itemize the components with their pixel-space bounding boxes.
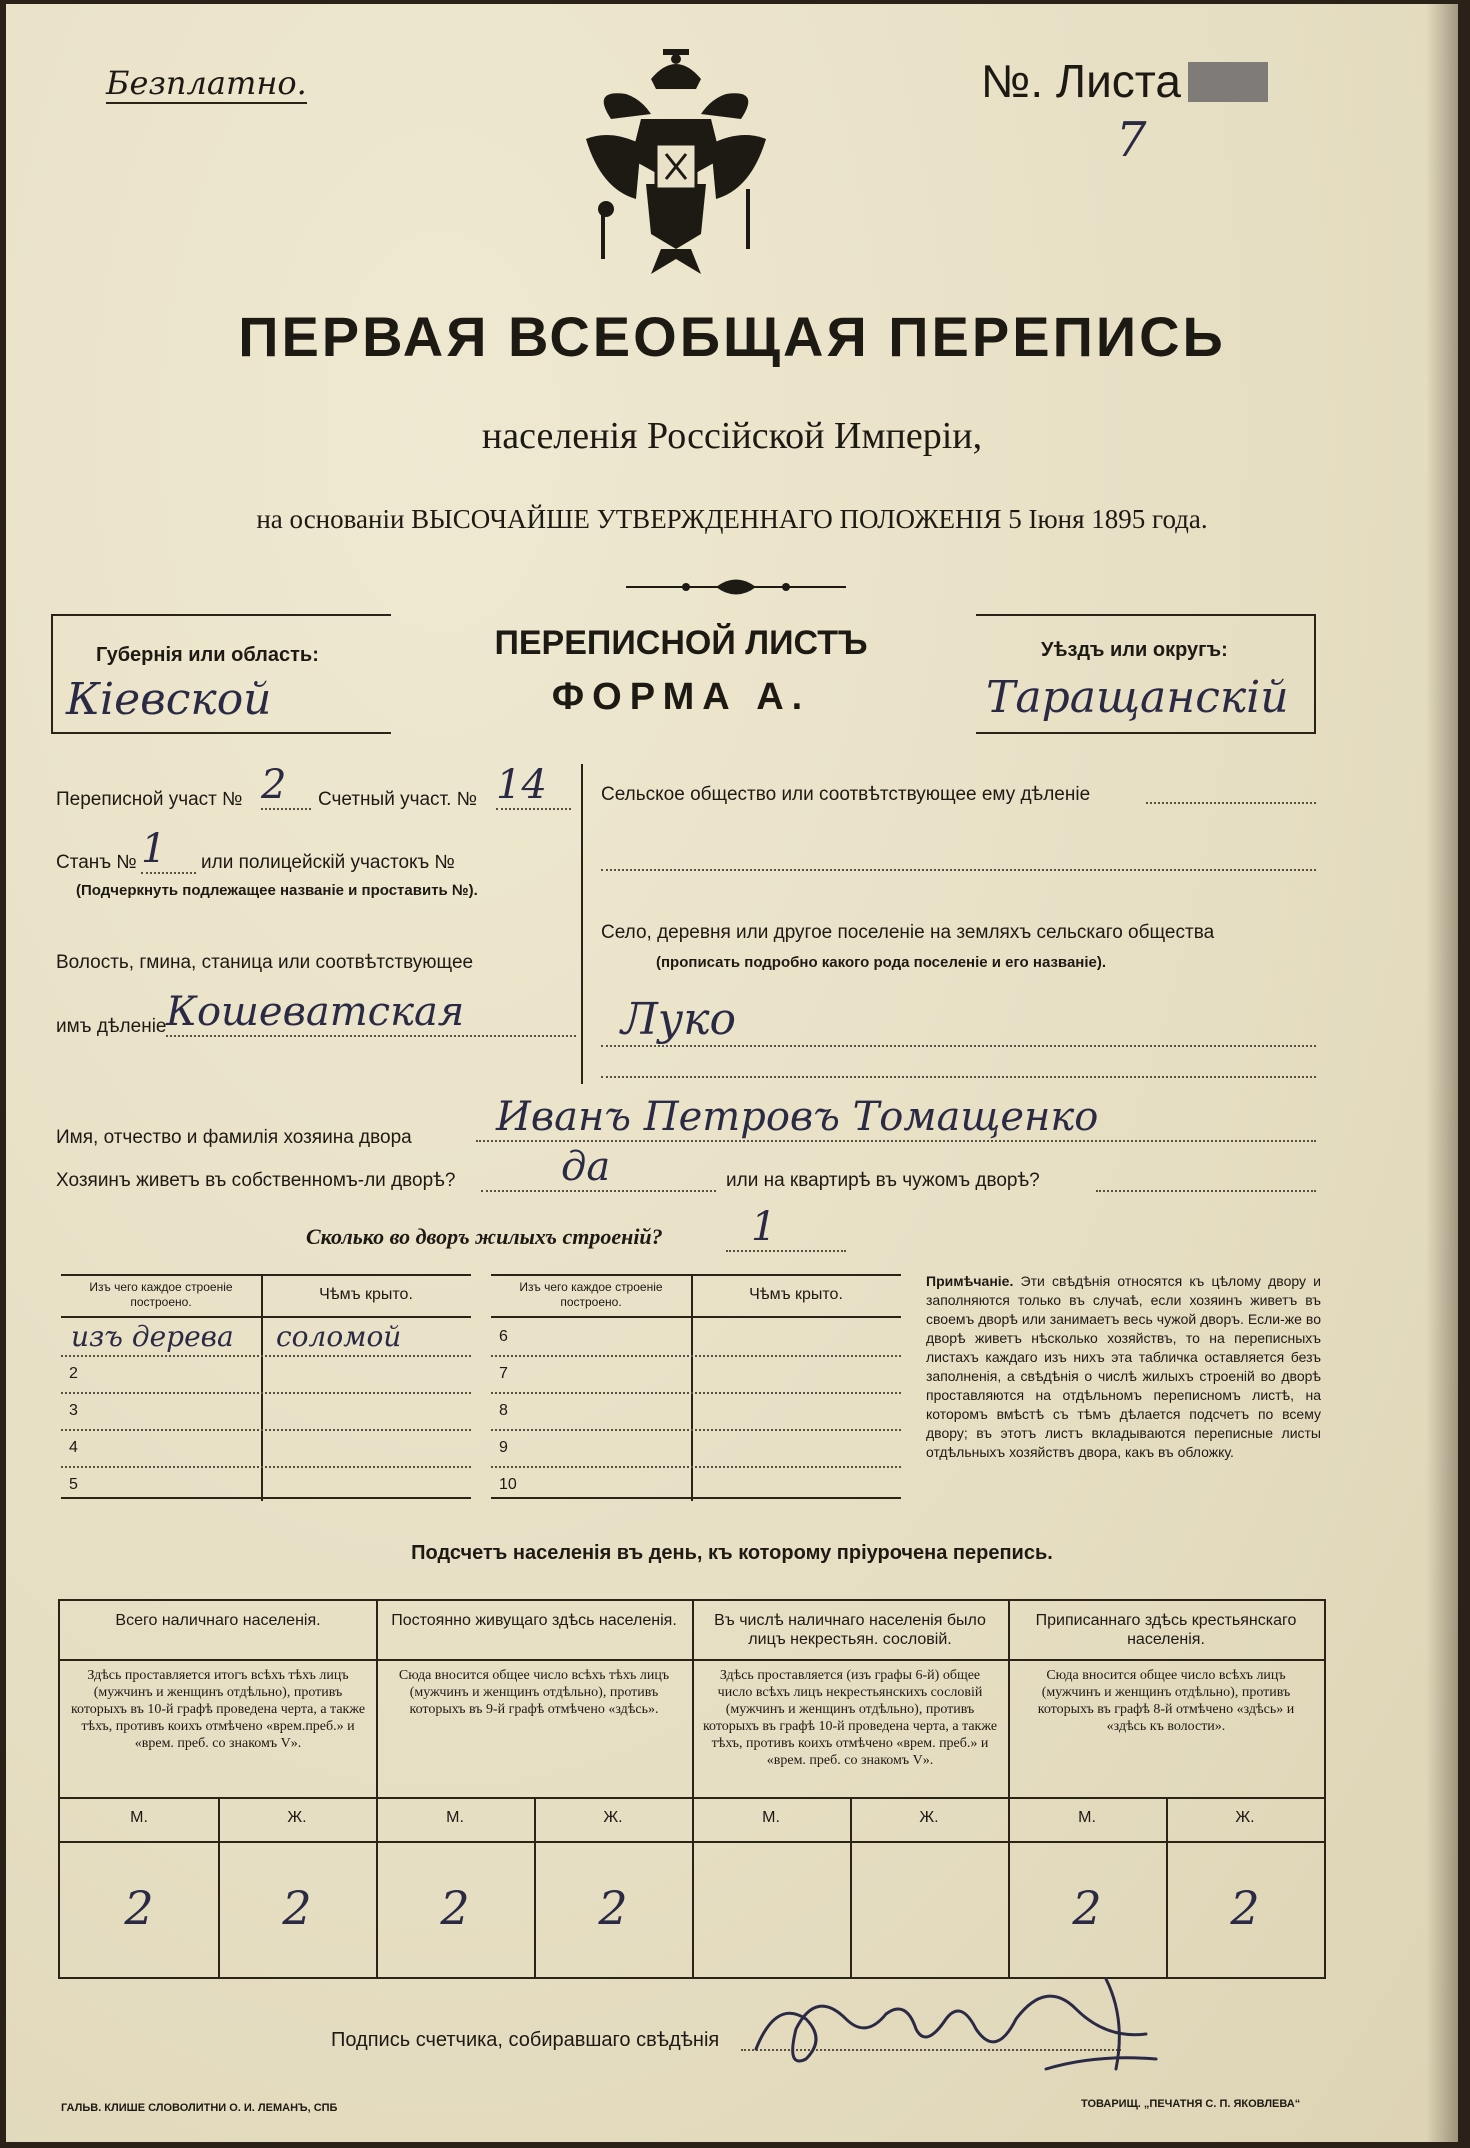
pop-zh-label: Ж. xyxy=(603,1809,623,1826)
pop-zh-label: Ж. xyxy=(1235,1809,1255,1826)
row-number-right: 7 xyxy=(499,1365,508,1382)
row-number-right: 10 xyxy=(499,1476,517,1493)
row-number-right: 6 xyxy=(499,1328,508,1345)
row-number-right: 9 xyxy=(499,1439,508,1456)
fields-divider xyxy=(581,764,583,1084)
footnote-text: Эти свѣдѣнія относятся къ цѣлому двору и заполняются только въ случаѣ, если хозяинъ живетъ въ своемъ дворѣ или занимаетъ весь чужой дворъ. Если-же во дворѣ живетъ нѣсколько хозяйствъ, то на переписныхъ листахъ каждаго изъ нихъ эта табличка оставляется безъ заполненія, а свѣдѣнія о числѣ жилыхъ строеній во дворѣ проставляются на отдѣльномъ переписномъ листѣ, на которомъ вмѣстѣ съ тѣмъ дѣлается подсчетъ по всему двору; въ этотъ листъ вкладываются переписные листы отдѣльныхъ хозяйствъ двора, какъ въ обложку. xyxy=(926,1273,1321,1460)
row-line xyxy=(61,1392,471,1394)
row-line-right xyxy=(491,1392,901,1394)
buildings-table-left xyxy=(61,1274,471,1499)
pop-col-desc: Здѣсь проставляется итогъ всѣхъ тѣхъ лицъ (мужчинъ и женщинъ отдѣльно), противъ которыхъ въ 10-й графѣ проведена черта, а также тѣхъ, противъ коихъ отмѣчено «врем.преб.» и «врем. преб. со знакомъ V». xyxy=(70,1668,366,1751)
obshchestvo-label: Сельское общество или соотвѣтствующее ему дѣленіе xyxy=(601,784,1091,805)
pop-header-line xyxy=(376,1841,692,1843)
uchastok-label: Переписной участ № xyxy=(56,789,243,810)
pop-zh-value: 2 xyxy=(282,1881,312,1935)
police-note: (Подчеркнуть подлежащее названіе и проставить №). xyxy=(76,882,478,899)
obshchestvo-line-1 xyxy=(1146,802,1316,804)
row-line-right xyxy=(491,1429,901,1431)
page-edge-shadow xyxy=(1426,4,1458,2142)
form-subtitle: ФОРМА А. xyxy=(551,676,811,718)
row-roof: соломой xyxy=(276,1320,402,1353)
pop-m-value: 2 xyxy=(124,1881,154,1935)
uezd-value: Таращанскій xyxy=(986,672,1289,723)
uezd-label: Уѣздъ или округъ: xyxy=(1041,639,1228,661)
pop-col-title: Въ числѣ наличнаго населенія было лицъ некрестьян. сословій. xyxy=(714,1612,986,1648)
selo-value: Луко xyxy=(601,994,1316,1047)
pop-m-value: 2 xyxy=(1072,1881,1102,1935)
free-label: Безплатно. xyxy=(106,64,307,102)
owner-lives-value: да xyxy=(481,1144,716,1192)
census-form-sheet xyxy=(6,4,1458,2142)
sub-title: населенія Россійской Имперіи, xyxy=(481,415,983,457)
stan-label: Станъ № xyxy=(56,852,137,873)
basis-line: на основаніи ВЫСОЧАЙШЕ УТВЕРЖДЕННАГО ПОЛОЖЕНІЯ 5 Іюня 1895 года. xyxy=(256,504,1208,534)
pop-m-label: М. xyxy=(762,1809,780,1826)
schetny-value: 14 xyxy=(496,762,571,810)
buildings-col2-header-right: Чѣмъ крыто. xyxy=(749,1286,843,1303)
sheet-number-value: 7 xyxy=(1116,112,1147,168)
row-line-right xyxy=(491,1355,901,1357)
header-divider xyxy=(61,1316,471,1318)
pop-col-title: Всего наличнаго населенія. xyxy=(115,1612,321,1629)
police-label: или полицейскій участокъ № xyxy=(201,852,455,873)
pop-zh-label: Ж. xyxy=(919,1809,939,1826)
pop-col-desc: Сюда вносится общее число всѣхъ лицъ (мужчинъ и женщинъ отдѣльно), противъ которыхъ въ графѣ 8-й отмѣчено «здѣсь» и «здѣсь къ волости». xyxy=(1037,1668,1295,1734)
buildings-col2-header: Чѣмъ крыто. xyxy=(319,1286,413,1303)
selo-note: (прописать подробно какого рода поселеніе и его названіе). xyxy=(656,954,1107,971)
row-line xyxy=(61,1466,471,1468)
guberniya-value: Кіевской xyxy=(66,674,272,725)
row-number: 3 xyxy=(69,1402,78,1419)
row-line xyxy=(61,1355,471,1357)
guberniya-label: Губернія или область: xyxy=(96,644,319,666)
selo-label: Село, деревня или другое поселеніе на земляхъ сельскаго общества xyxy=(601,922,1215,943)
row-number-right: 8 xyxy=(499,1402,508,1419)
row-line-right xyxy=(491,1466,901,1468)
row-number: 4 xyxy=(69,1439,78,1456)
pop-title-line xyxy=(376,1659,692,1661)
pop-col-desc: Здѣсь проставляется (изъ графы 6-й) общее число всѣхъ лицъ некрестьянскихъ сословій (мужчинъ и женщинъ отдѣльно), противъ которыхъ въ графѣ 10-й проведена черта, а также тѣхъ, противъ коихъ отмѣчено «врем. преб.» и «врем. преб. со знакомъ V». xyxy=(702,1668,998,1768)
pop-m-value: 2 xyxy=(440,1881,470,1935)
pop-m-label: М. xyxy=(1078,1809,1096,1826)
pop-header-line xyxy=(60,1841,376,1843)
pop-zh-label: Ж. xyxy=(287,1809,307,1826)
printer-right: ТОВАРИЩ. „ПЕЧАТНЯ С. П. ЯКОВЛЕВА“ xyxy=(1081,2098,1301,2110)
row-line xyxy=(61,1429,471,1431)
pop-title-line xyxy=(692,1659,1008,1661)
pop-col-divider xyxy=(692,1601,694,1977)
pop-zh-value: 2 xyxy=(1230,1881,1260,1935)
buildings-col1-header: Изъ чего каждое строеніе построено. xyxy=(89,1280,233,1309)
owner-quarters-line xyxy=(1096,1190,1316,1192)
printer-left: ГАЛЬВ. КЛИШЕ СЛОВОЛИТНИ О. И. ЛЕМАНЪ, СПБ xyxy=(61,2102,338,2114)
owner-name-label: Имя, отчество и фамилія хозяина двора xyxy=(56,1127,412,1148)
signature-scrawl xyxy=(746,1959,1166,2089)
row-material: изъ дерева xyxy=(71,1320,234,1353)
sheet-number-label: №. Листа xyxy=(981,55,1181,107)
row-number: 2 xyxy=(69,1365,78,1382)
imperial-eagle-emblem xyxy=(581,49,771,279)
buildings-value: 1 xyxy=(726,1204,846,1252)
buildings-col1-header-right: Изъ чего каждое строеніе построено. xyxy=(519,1280,663,1309)
pop-col-desc: Сюда вносится общее число всѣхъ тѣхъ лицъ (мужчинъ и женщинъ отдѣльно), противъ которыхъ въ 9-й графѣ отмѣчено «здѣсь». xyxy=(398,1668,670,1717)
population-table xyxy=(58,1599,1326,1979)
pop-header-line xyxy=(1008,1841,1324,1843)
pop-m-label: М. xyxy=(130,1809,148,1826)
obshchestvo-line-2 xyxy=(601,869,1316,871)
crossed-out-number xyxy=(1188,62,1268,102)
footnote-title: Примѣчаніе. xyxy=(926,1273,1014,1289)
pop-col-title: Приписаннаго здѣсь крестьянскаго населенія. xyxy=(1035,1612,1297,1648)
signature-label: Подпись счетчика, собиравшаго свѣдѣнія xyxy=(331,2029,720,2051)
ornament-divider xyxy=(626,577,846,597)
main-title: ПЕРВАЯ ВСЕОБЩАЯ ПЕРЕПИСЬ xyxy=(238,305,1226,368)
buildings-table-right xyxy=(491,1274,901,1499)
uchastok-value: 2 xyxy=(261,762,311,810)
row-number: 5 xyxy=(69,1476,78,1493)
volost-label-2: имъ дѣленіе xyxy=(56,1016,167,1037)
pop-title-line xyxy=(60,1659,376,1661)
form-title: ПЕРЕПИСНОЙ ЛИСТЪ xyxy=(494,624,868,662)
owner-name-value: Иванъ Петровъ Томащенко xyxy=(476,1094,1316,1142)
pop-zh-value: 2 xyxy=(598,1881,628,1935)
selo-line-2 xyxy=(601,1076,1316,1078)
population-heading: Подсчетъ населенія въ день, къ которому пріурочена перепись. xyxy=(411,1542,1053,1564)
volost-label: Волость, гмина, станица или соотвѣтствующее xyxy=(56,952,474,973)
pop-m-label: М. xyxy=(446,1809,464,1826)
volost-value: Кошеватская xyxy=(166,989,576,1037)
buildings-label: Сколько во дворъ жилыхъ строеній? xyxy=(306,1224,663,1249)
schetny-label: Счетный участ. № xyxy=(318,789,478,810)
pop-header-line xyxy=(692,1841,1008,1843)
header-divider-right xyxy=(491,1316,901,1318)
owner-quarters-label: или на квартирѣ въ чужомъ дворѣ? xyxy=(726,1170,1040,1191)
stan-value: 1 xyxy=(141,826,196,874)
owner-lives-label: Хозяинъ живетъ въ собственномъ-ли дворѣ? xyxy=(56,1170,456,1191)
pop-title-line xyxy=(1008,1659,1324,1661)
footnote xyxy=(926,1272,1321,1462)
pop-col-title: Постоянно живущаго здѣсь населенія. xyxy=(391,1612,677,1629)
